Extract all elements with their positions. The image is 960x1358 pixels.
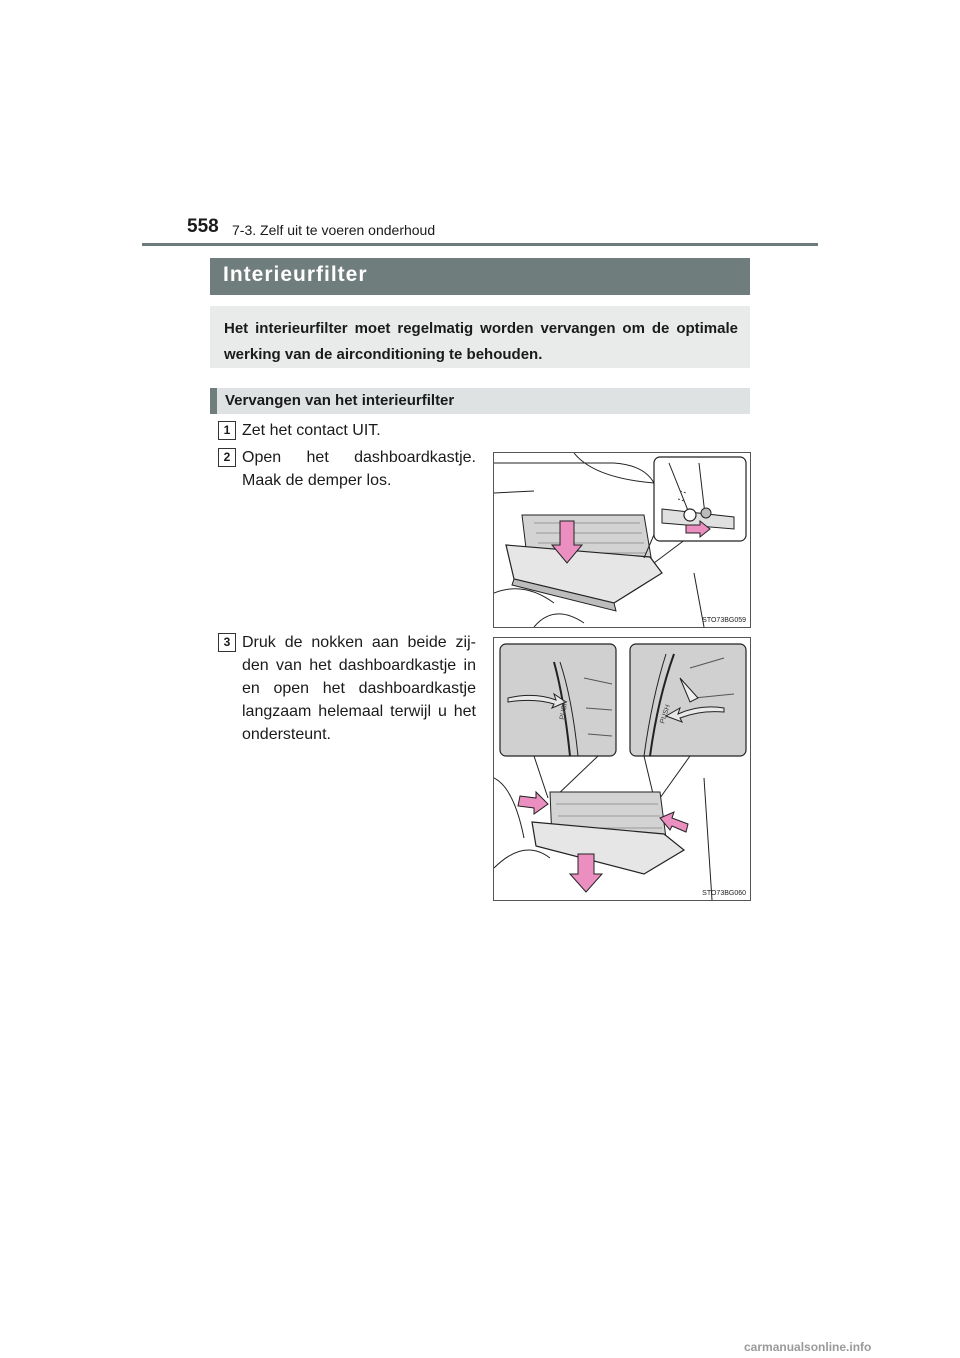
step-badge-1: 1: [218, 421, 236, 440]
step-text-2: Open het dashboardkastje. Maak de demper los.: [242, 449, 476, 489]
figure-glovebox-damper: [493, 452, 751, 628]
page-number: 558: [187, 216, 219, 237]
footer-watermark: carmanualsonline.info: [744, 1340, 872, 1354]
figure-glovebox-open: [493, 637, 751, 901]
push-label-right: PUSH: [659, 703, 672, 725]
chapter-title: 7-3. Zelf uit te voeren onderhoud: [232, 222, 436, 238]
figure-code-2: STO73BG060: [702, 890, 746, 897]
step-badge-2: 2: [218, 448, 236, 467]
step-badge-3: 3: [218, 633, 236, 652]
subsection-title: Vervangen van het interieurfilter: [210, 388, 750, 414]
figure-code-1: STO73BG059: [702, 617, 746, 624]
intro-box: Het interieurfilter moet regelmatig worden vervangen om de optimale werking van de airconditioning te behouden.: [210, 306, 750, 368]
push-label-left: PUSH: [559, 699, 570, 721]
header-rule: [142, 243, 818, 246]
step-text-1: Zet het contact UIT.: [242, 422, 381, 439]
section-title: Interieurfilter: [210, 258, 750, 295]
step-text-3: Druk de nokken aan beide zij-den van het dashboardkastje in en open het dashboardkastje langzaam helemaal terwijl u het ondersteunt.: [242, 634, 476, 743]
